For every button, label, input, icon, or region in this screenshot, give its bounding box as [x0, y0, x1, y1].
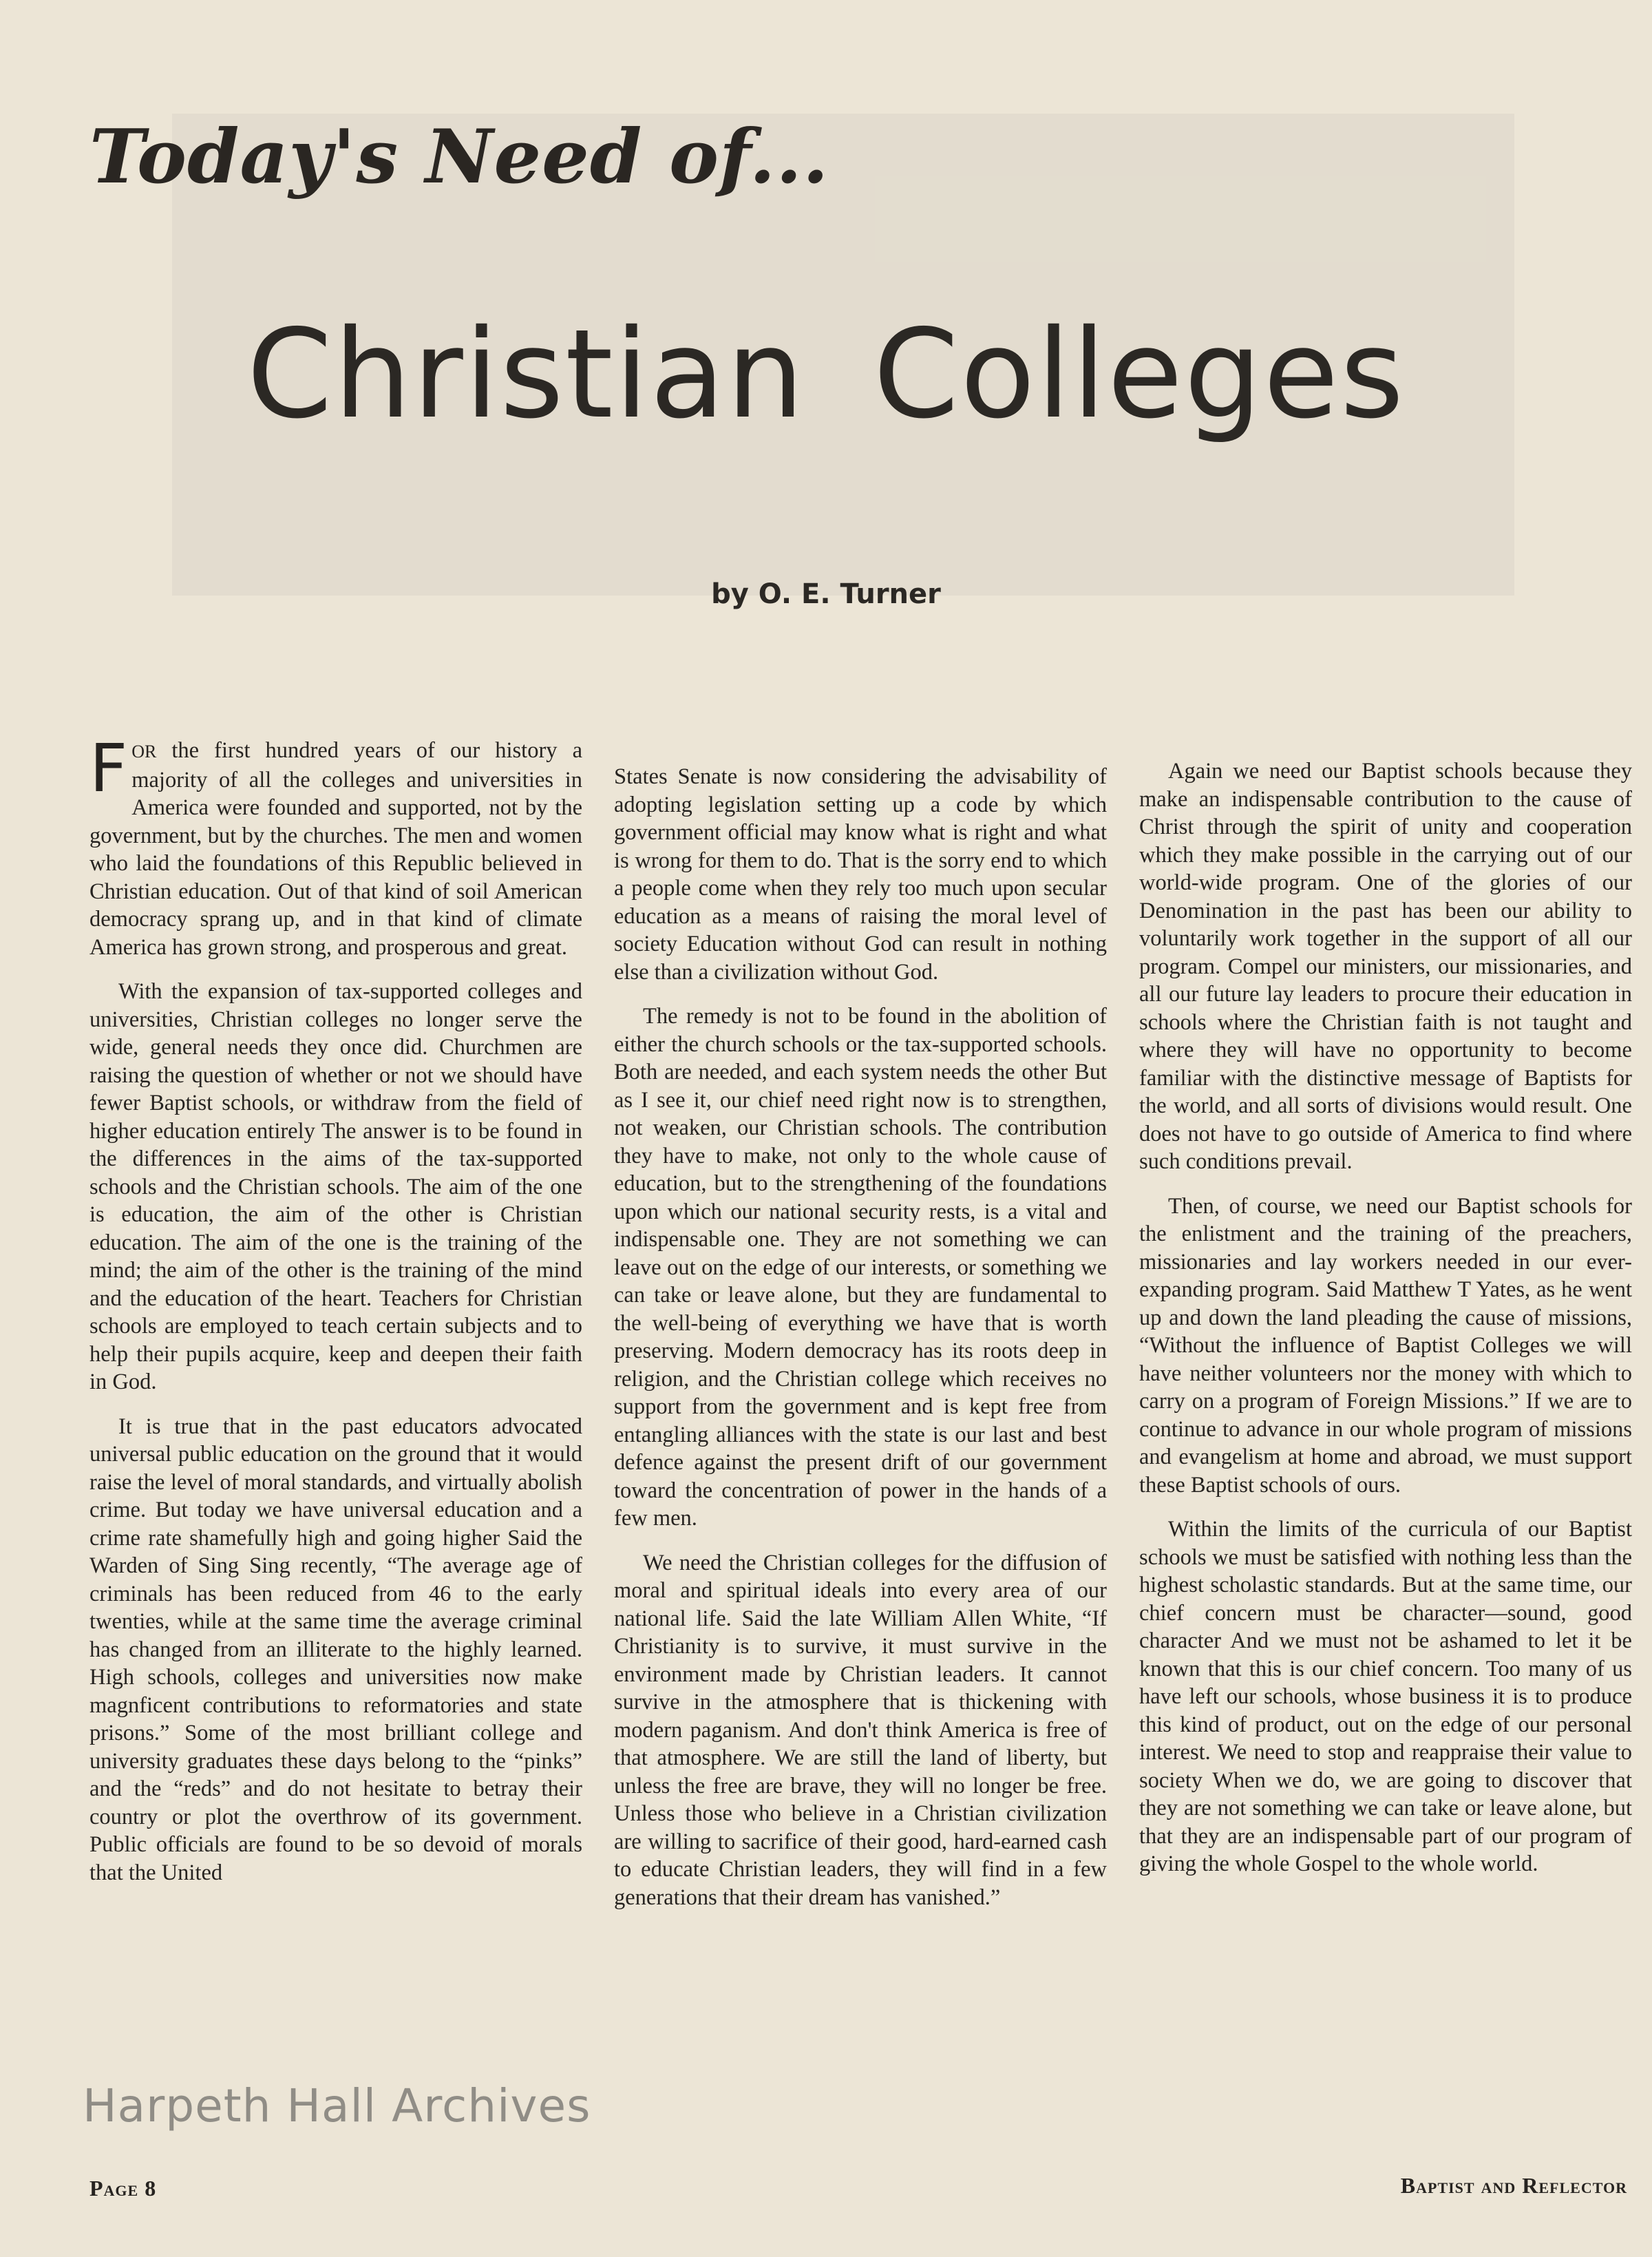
- article-column-3: [1139, 757, 1632, 1895]
- paragraph: [89, 730, 582, 961]
- paragraph: The remedy is not to be found in the abolition of either the church schools or the tax-supported schools. Both are needed, and each system needs the other But as I see it, our chief need right now is to strengthen, not weaken, our Christian schools. The contribution they have to make, not only to the whole cause of education, but to the strengthening of the foundations upon which our national security rests, is a vital and indispensable one. They are not something we can leave out on the edge of our interests, or something we can take or leave alone, but they are fundamental to the well-being of everything we have that is worth preserving. Modern democracy has its roots deep in religion, and the Christian college which receives no support from the government and is kept free from entangling alliances with the state is our last and best defence against the present drift of our government toward the concentration of power in the hands of a few men.: [614, 1004, 1107, 1531]
- publication-name: Baptist and Reflector: [1400, 2173, 1627, 2198]
- drop-cap: F: [89, 730, 128, 807]
- paragraph: Again we need our Baptist schools because they make an indispensable contribution to the cause of Christ through the spirit of unity and cooperation which they make possible in the carrying out of our world-wide program. One of the glories of our Denomination in the past has been our ability to voluntarily work together in the support of all our program. Compel our ministers, our missionaries, and all our future lay leaders to procure their education in schools where the Christian faith is not taught and where they will have no opportunity to become familiar with the distinctive message of Baptists for the world, and all sorts of divisions would result. One does not have to go outside of America to find where such conditions prevail.: [1139, 759, 1632, 1174]
- paragraph: Then, of course, we need our Baptist schools for the enlistment and the training of the preachers, missionaries and lay workers needed in our ever-expanding program. Said Matthew T Yates, as he went up and down the land pleading the cause of missions, “Without the influence of Baptist Colleges we will have neither volunteers nor the money with which to carry on a program of Foreign Missions.” If we are to continue to advance in our whole program of missions and evangelism at home and abroad, we must support these Baptist schools of ours.: [1139, 1193, 1632, 1498]
- lead-smallcaps: OR: [131, 742, 157, 762]
- paragraph: Within the limits of the curricula of our Baptist schools we must be satisfied with nothing less than the highest scholastic standards. But at the same time, our chief concern must be character—sound, good character And we must not be ashamed to let it be known that this is our chief concern. Too many of us have left our schools, whose business it is to produce this kind of product, out on the edge of our personal interest. We need to stop and reappraise their value to society When we do, we are going to discover that they are not something we can take or leave alone, but that they are an indispensable part of our program of giving the whole Gospel to the whole world.: [1139, 1517, 1632, 1876]
- article-column-1: [89, 730, 582, 1903]
- paragraph-text: the first hundred years of our history a majority of all the colleges and universities in America were founded and supported, not by the government, but by the churches. The men and women who laid the foundations of this Republic believed in Christian education. Out of that kind of soil American democracy sprang up, and in that kind of climate America has grown strong, and prosperous and great.: [89, 738, 582, 960]
- kicker-heading: Today's Need of...: [89, 114, 829, 200]
- paragraph: With the expansion of tax-supported colleges and universities, Christian colleges no longer serve the wide, general needs they once did. Churchmen are raising the question of whether or not we should have fewer Baptist schools, or withdraw from the field of higher education entirely The answer is to be found in the differences in the aims of the tax-supported schools and the Christian schools. The aim of the one is education, the aim of the other is Christian education. The aim of the one is the training of the mind; the aim of the other is the training of the mind and the education of the heart. Teachers for Christian schools are employed to teach certain subjects and to help their pupils acquire, keep and deepen their faith in God.: [89, 979, 582, 1394]
- paragraph: We need the Christian colleges for the diffusion of moral and spiritual ideals into every area of our national life. Said the late William Allen White, “If Christianity is to survive, it must survive in the environment made by Christian leaders. It cannot survive in the atmosphere that is thickening with modern paganism. And don't think America is free of that atmosphere. We are still the land of liberty, but unless the free are brave, they will no longer be free. Unless those who believe in a Christian civilization are willing to sacrifice of their good, hard-earned cash to educate Christian leaders, they will find in a few generations that their dream has vanished.”: [614, 1550, 1107, 1910]
- archive-watermark: Harpeth Hall Archives: [83, 2079, 591, 2132]
- page-number: Page 8: [89, 2176, 157, 2201]
- byline: by O. E. Turner: [711, 578, 941, 610]
- paragraph: It is true that in the past educators advocated universal public education on the ground that it would raise the level of moral standards, and virtually abolish crime. But today we have universal education and a crime rate shamefully high and going higher Said the Warden of Sing Sing recently, “The average age of criminals has been reduced from 46 to the early twenties, while at the same time the average criminal has changed from an illiterate to the highly learned. High schools, colleges and universities now make magnficent contributions to reformatories and state prisons.” Some of the most brilliant college and university graduates these days belong to the “pinks” and the “reds” and do not hesitate to betray their country or plot the overthrow of its government. Public officials are found to be so devoid of morals that the United: [89, 1414, 582, 1885]
- article-column-2: [614, 763, 1107, 1928]
- article-title: Christian Colleges: [246, 303, 1406, 445]
- paragraph: States Senate is now considering the advisability of adopting legislation setting up a code by which government official may know what is right and what is wrong for them to do. That is the sorry end to which a people come when they rely too much upon secular education as a means of raising the moral level of society Education without God can result in nothing else than a civilization without God.: [614, 764, 1107, 985]
